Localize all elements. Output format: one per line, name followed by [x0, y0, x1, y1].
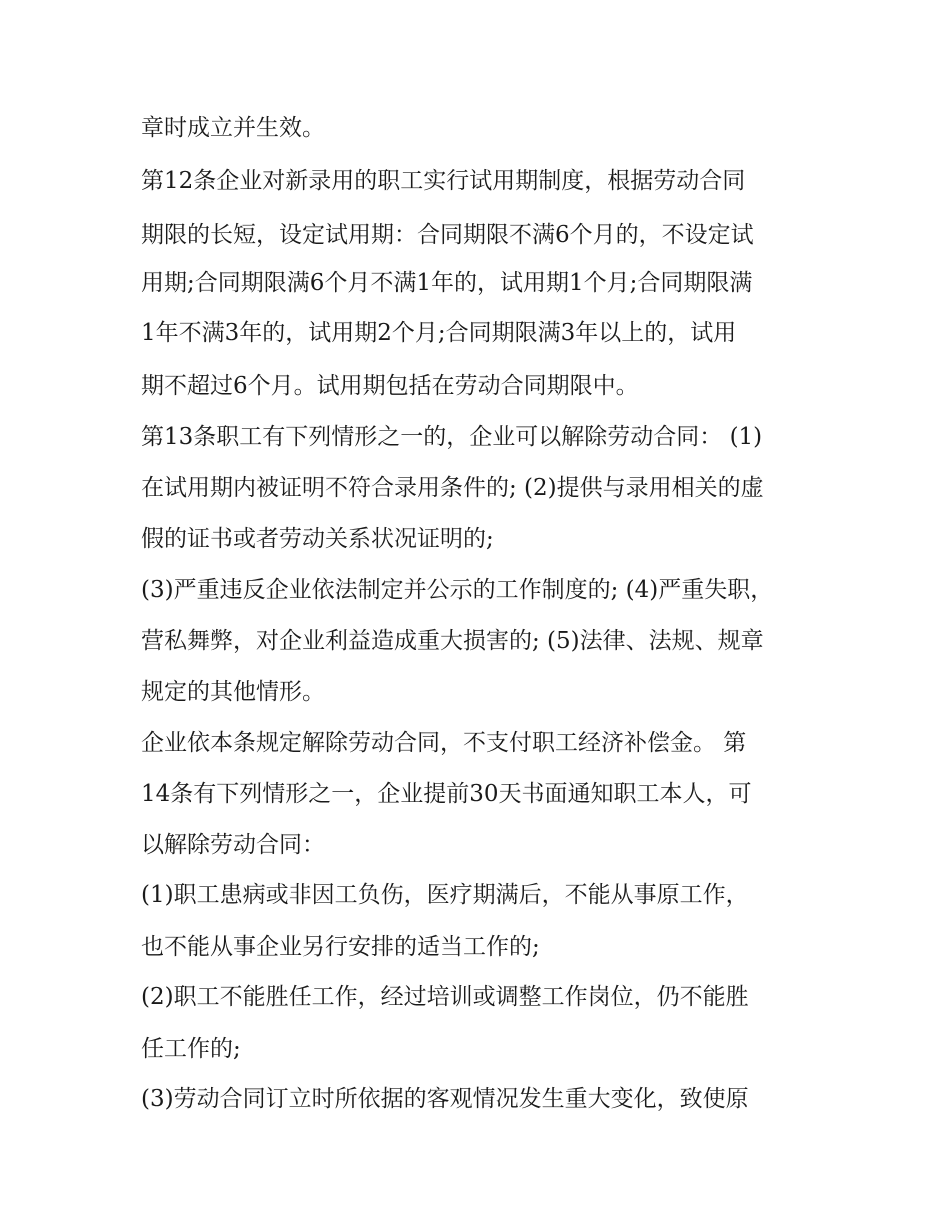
text-line: 以解除劳动合同： [141, 832, 325, 858]
text-line: (3)严重违反企业依法制定并公示的工作制度的; (4)严重失职， [141, 577, 774, 603]
text-line: 第12条企业对新录用的职工实行试用期制度，根据劳动合同 [141, 168, 746, 194]
text-line: 期限的长短，设定试用期：合同期限不满6个月的，不设定试 [141, 222, 754, 248]
text-line: (2)职工不能胜任工作，经过培训或调整工作岗位，仍不能胜 [141, 984, 749, 1010]
text-line: 也不能从事企业另行安排的适当工作的; [141, 934, 540, 960]
text-line: 用期;合同期限满6个月不满1年的，试用期1个月;合同期限满 [141, 270, 753, 296]
text-line: 营私舞弊，对企业利益造成重大损害的; (5)法律、法规、规章 [141, 628, 764, 654]
text-line: 企业依本条规定解除劳动合同，不支付职工经济补偿金。 第 [141, 730, 747, 756]
text-line: 任工作的; [141, 1036, 241, 1062]
text-line: (3)劳动合同订立时所依据的客观情况发生重大变化，致使原 [141, 1086, 749, 1112]
text-line: 规定的其他情形。 [141, 679, 325, 705]
text-line: 在试用期内被证明不符合录用条件的; (2)提供与录用相关的虚 [141, 475, 764, 501]
text-line: 1年不满3年的，试用期2个月;合同期限满3年以上的，试用 [141, 320, 737, 346]
text-line: 第13条职工有下列情形之一的，企业可以解除劳动合同： (1) [141, 424, 763, 450]
text-line: 期不超过6个月。试用期包括在劳动合同期限中。 [141, 373, 639, 399]
text-line: 章时成立并生效。 [141, 115, 325, 141]
text-line: (1)职工患病或非因工负伤，医疗期满后，不能从事原工作， [141, 882, 749, 908]
text-line: 14条有下列情形之一，企业提前30天书面通知职工本人，可 [141, 781, 752, 807]
text-line: 假的证书或者劳动关系状况证明的; [141, 526, 494, 552]
